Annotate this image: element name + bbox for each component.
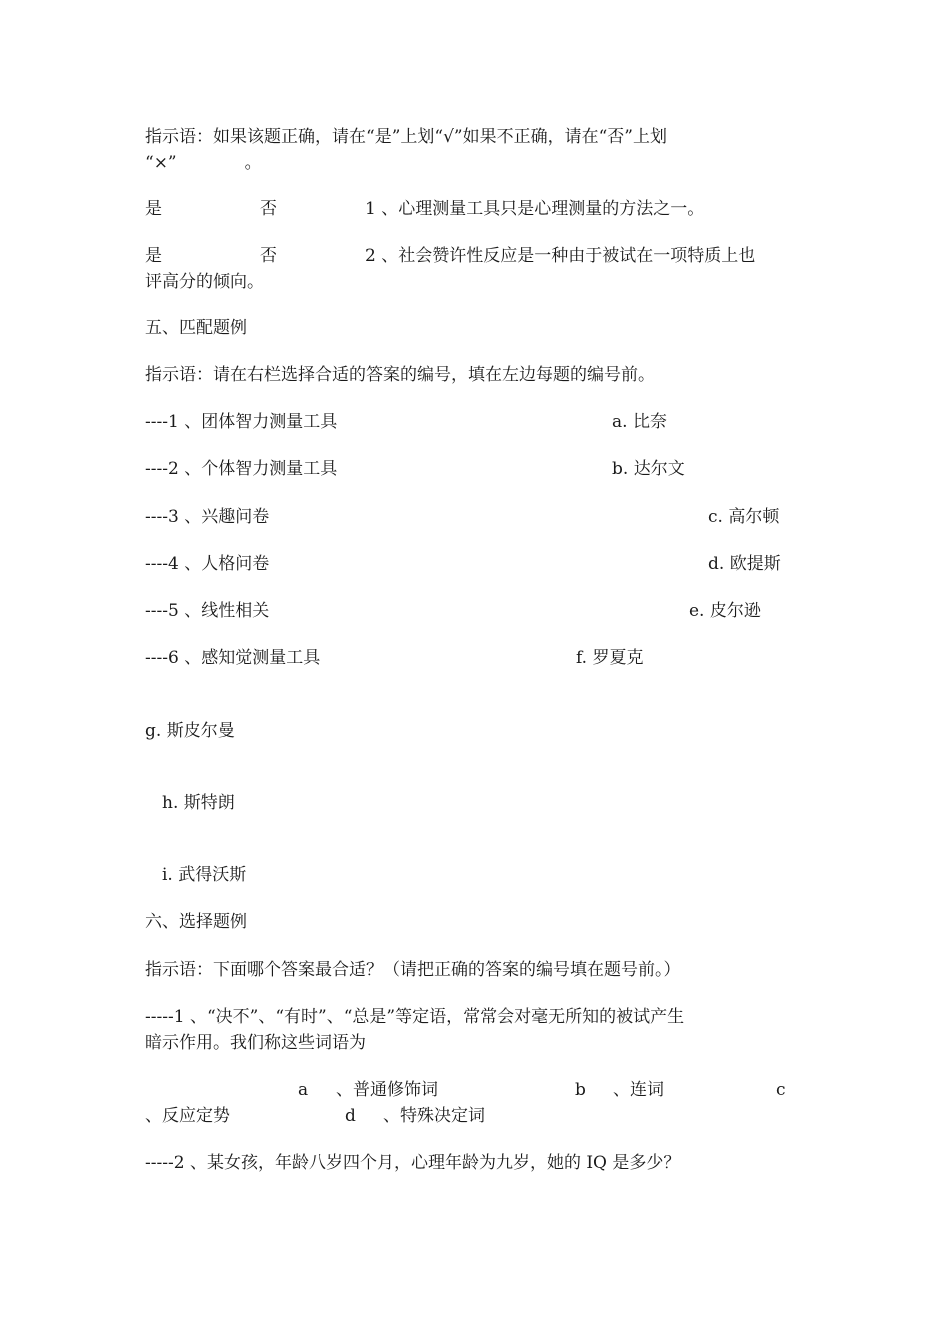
matching-right-item: a. 比奈 [612,412,667,432]
matching-right-item: e. 皮尔逊 [689,601,761,621]
choice-heading: 六、选择题例 [145,912,247,932]
choice-instruction: 指示语：下面哪个答案最合适？（请把正确的答案的编号填在题号前。） [145,960,681,980]
choice-q1-option-a-text: 、普通修饰词 [336,1080,438,1100]
matching-right-item: h. 斯特朗 [162,793,235,813]
tf-instruction-line2: “×” 。 [145,153,262,173]
matching-right-item: c. 高尔顿 [708,507,780,527]
choice-q1-option-d-letter: d [345,1106,356,1126]
choice-q2: -----2 、某女孩，年龄八岁四个月，心理年龄为九岁，她的 IQ 是多少？ [145,1153,681,1173]
choice-q1-option-d-text: 、特殊决定词 [383,1106,485,1126]
matching-instruction: 指示语：请在右栏选择合适的答案的编号，填在左边每题的编号前。 [145,365,655,385]
matching-right-item: i. 武得沃斯 [162,865,247,885]
tf-item-2-yes: 是 [145,246,162,266]
choice-q1-line2: 暗示作用。我们称这些词语为 [145,1033,366,1053]
matching-right-item: g. 斯皮尔曼 [145,721,235,741]
choice-q1-option-a-letter: a [298,1080,309,1100]
matching-right-item: b. 达尔文 [612,459,685,479]
tf-instruction-line1: 指示语：如果该题正确，请在“是”上划“√”如果不正确，请在“否”上划 [145,127,667,147]
tf-item-2-no: 否 [260,246,277,266]
choice-q1-option-c-letter: c [776,1080,786,1100]
matching-left-item: ----5 、线性相关 [145,601,270,621]
matching-left-item: ----3 、兴趣问卷 [145,507,270,527]
choice-q1-line1: -----1 、“决不”、“有时”、“总是”等定语，常常会对毫无所知的被试产生 [145,1007,685,1027]
tf-item-2-text: 2 、社会赞许性反应是一种由于被试在一项特质上也 [365,246,756,266]
matching-right-item: f. 罗夏克 [576,648,644,668]
matching-right-item: d. 欧提斯 [708,554,781,574]
choice-q1-option-c-text: 、反应定势 [145,1106,230,1126]
matching-left-item: ----1 、团体智力测量工具 [145,412,338,432]
tf-item-1-yes: 是 [145,199,162,219]
matching-left-item: ----2 、个体智力测量工具 [145,459,338,479]
choice-q1-option-b-text: 、连词 [613,1080,664,1100]
matching-left-item: ----4 、人格问卷 [145,554,270,574]
tf-item-2-text-cont: 评高分的倾向。 [145,272,264,292]
choice-q1-option-b-letter: b [575,1080,586,1100]
tf-item-1-text: 1 、心理测量工具只是心理测量的方法之一。 [365,199,705,219]
matching-heading: 五、匹配题例 [145,318,247,338]
matching-left-item: ----6 、感知觉测量工具 [145,648,321,668]
tf-item-1-no: 否 [260,199,277,219]
